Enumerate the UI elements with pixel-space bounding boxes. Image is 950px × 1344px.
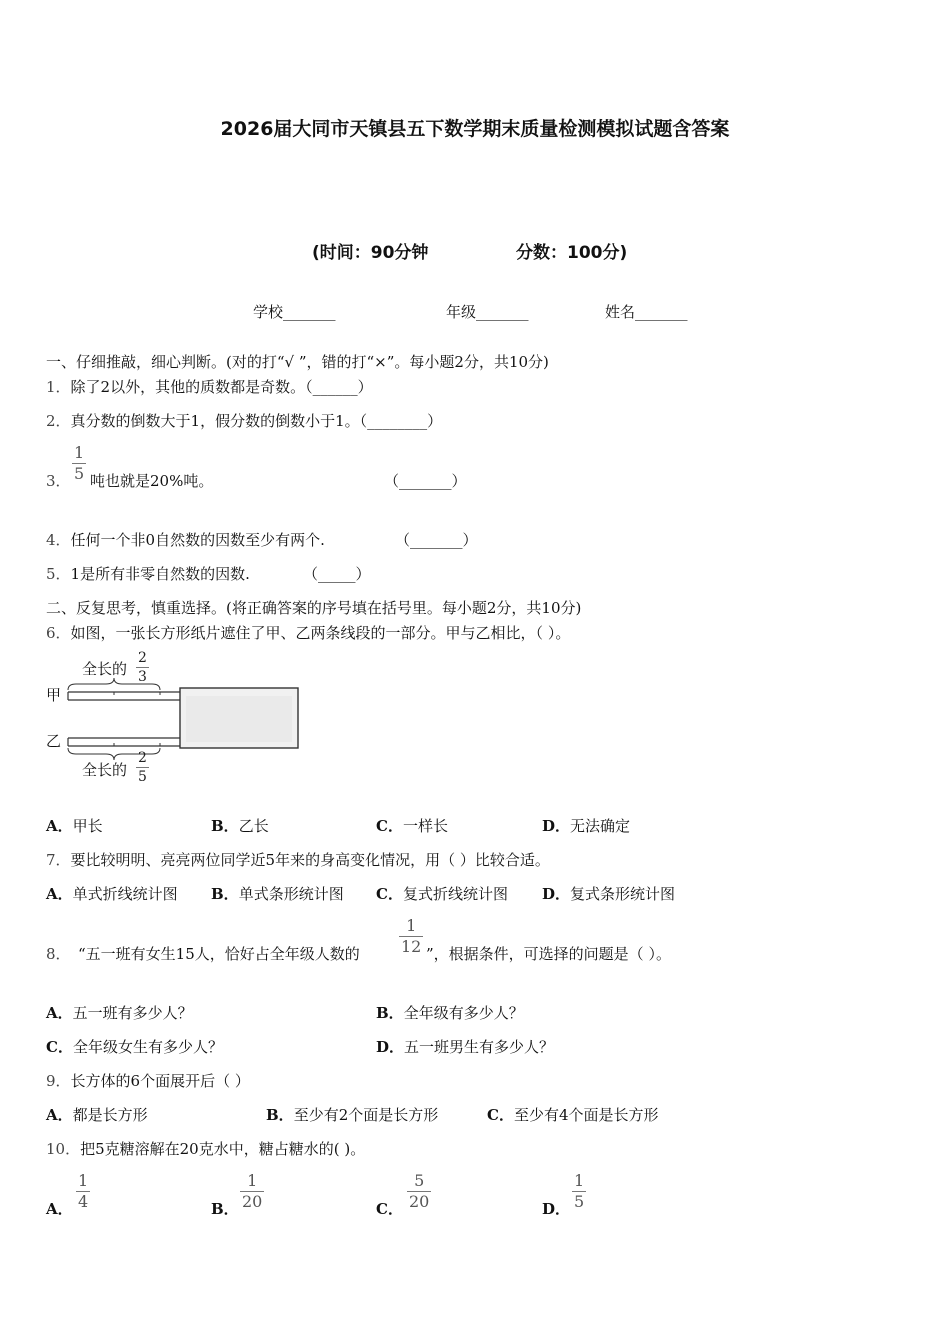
option-letter: C． xyxy=(487,1106,514,1124)
question-3-number: 3． xyxy=(46,472,71,490)
option-text: 复式折线统计图 xyxy=(402,885,508,903)
question-number: 6． xyxy=(46,624,71,642)
option-letter: D． xyxy=(542,1200,571,1218)
q9-option-b[interactable] xyxy=(266,1104,438,1125)
question-5-blank: （_____） xyxy=(303,565,371,583)
option-text: 都是长方形 xyxy=(72,1106,148,1124)
option-letter: C． xyxy=(376,1200,403,1218)
option-text: 无法确定 xyxy=(570,817,631,835)
question-3-text: 吨也就是20%吨。 xyxy=(90,472,214,490)
q6-option-b[interactable] xyxy=(211,815,269,836)
option-letter: B． xyxy=(376,1004,404,1022)
option-text: 五一班男生有多少人？ xyxy=(404,1038,555,1056)
question-text: 把5克糖溶解在20克水中，糖占糖水的( )。 xyxy=(80,1140,366,1158)
fraction-numerator: 2 xyxy=(138,750,147,766)
question-7 xyxy=(46,849,550,870)
fraction-numerator: 1 xyxy=(574,1171,585,1190)
option-letter: D． xyxy=(542,885,571,903)
fraction-bar xyxy=(136,767,149,768)
question-8-text-after: ”，根据条件，可选择的问题是（ ）。 xyxy=(426,945,671,963)
fraction-bar xyxy=(136,667,149,668)
q10-option-a-letter[interactable] xyxy=(46,1198,73,1219)
fraction-numerator: 2 xyxy=(138,650,147,666)
q7-option-a[interactable] xyxy=(46,883,178,904)
q10-option-b-letter[interactable] xyxy=(211,1198,239,1219)
option-text: 一样长 xyxy=(402,817,448,835)
q6-option-d[interactable] xyxy=(542,815,630,836)
q10-option-c-letter[interactable] xyxy=(376,1198,403,1219)
option-letter: B． xyxy=(211,817,239,835)
option-text: 单式条形统计图 xyxy=(238,885,344,903)
q6-option-c[interactable] xyxy=(376,815,448,836)
option-letter: A． xyxy=(46,1106,73,1124)
q7-option-d[interactable] xyxy=(542,883,675,904)
exam-score: 分数：100分) xyxy=(516,243,628,263)
q8-option-a[interactable] xyxy=(46,1002,193,1023)
option-letter: D． xyxy=(542,817,571,835)
q10-option-a-fraction xyxy=(76,1173,90,1210)
label-jia: 甲 xyxy=(46,686,62,704)
option-letter: B． xyxy=(211,1200,239,1218)
section2-heading: 二、反复思考，慎重选择。(将正确答案的序号填在括号里。每小题2分，共10分) xyxy=(46,599,582,617)
fraction-denominator: 12 xyxy=(401,937,422,956)
fraction-numerator: 5 xyxy=(414,1171,425,1190)
fraction-denominator: 4 xyxy=(78,1192,89,1211)
grade-field: 年级_______ xyxy=(446,303,529,321)
q9-option-a[interactable] xyxy=(46,1104,148,1125)
question-number: 1． xyxy=(46,378,71,396)
fraction-denominator: 20 xyxy=(409,1192,430,1211)
school-field: 学校_______ xyxy=(253,303,336,321)
label-top-text: 全长的 xyxy=(82,660,128,678)
q7-option-c[interactable] xyxy=(376,883,508,904)
option-letter: D． xyxy=(376,1038,405,1056)
question-4-blank: （_______） xyxy=(395,531,478,549)
option-text: 复式条形统计图 xyxy=(570,885,676,903)
option-letter: A． xyxy=(46,1004,73,1022)
option-letter: C． xyxy=(376,885,403,903)
q8-option-d[interactable] xyxy=(376,1036,554,1057)
section1-heading: 一、仔细推敲，细心判断。(对的打“√ ”，错的打“×”。每小题2分，共10分) xyxy=(46,353,549,371)
fraction-denominator: 5 xyxy=(74,464,85,483)
question-number: 10． xyxy=(46,1140,81,1158)
fraction-numerator: 1 xyxy=(78,1171,89,1190)
exam-time: (时间：90分钟 xyxy=(312,243,429,263)
option-text: 乙长 xyxy=(238,817,269,835)
option-letter: C． xyxy=(376,817,403,835)
q9-option-c[interactable] xyxy=(487,1104,659,1125)
option-text: 甲长 xyxy=(72,817,103,835)
q6-option-a[interactable] xyxy=(46,815,103,836)
question-8-fraction xyxy=(399,918,423,955)
fraction-numerator: 1 xyxy=(74,443,85,462)
question-text: 如图，一张长方形纸片遮住了甲、乙两条线段的一部分。甲与乙相比，（ ）。 xyxy=(70,624,571,642)
question-number: 2． xyxy=(46,412,71,430)
fraction-denominator: 5 xyxy=(138,769,147,785)
q10-option-d-fraction xyxy=(572,1173,586,1210)
option-letter: A． xyxy=(46,817,73,835)
q10-option-c-fraction xyxy=(407,1173,431,1210)
label-bottom-fraction xyxy=(136,751,149,784)
question-8-text-before: “五一班有女生15人，恰好占全年级人数的 xyxy=(78,945,360,963)
question-text: 长方体的6个面展开后（ ） xyxy=(70,1072,250,1090)
option-letter: A． xyxy=(46,1200,73,1218)
question-number: 7． xyxy=(46,851,71,869)
question-6 xyxy=(46,622,570,643)
question-text: 1是所有非零自然数的因数. xyxy=(70,565,250,583)
question-2 xyxy=(46,410,442,431)
line-segments-figure xyxy=(44,650,306,788)
option-letter: B． xyxy=(211,885,239,903)
question-10 xyxy=(46,1138,365,1159)
fraction-denominator: 3 xyxy=(138,669,147,685)
q8-option-c[interactable] xyxy=(46,1036,223,1057)
question-number: 4． xyxy=(46,531,71,549)
option-letter: A． xyxy=(46,885,73,903)
fraction-numerator: 1 xyxy=(247,1171,258,1190)
option-text: 全年级女生有多少人？ xyxy=(72,1038,223,1056)
paper-texture xyxy=(186,696,292,742)
q8-option-b[interactable] xyxy=(376,1002,524,1023)
fraction-denominator: 5 xyxy=(574,1192,585,1211)
fraction-denominator: 20 xyxy=(242,1192,263,1211)
question-number: 9． xyxy=(46,1072,71,1090)
question-3-blank: （_______） xyxy=(384,472,467,490)
option-text: 至少有4个面是长方形 xyxy=(513,1106,659,1124)
q10-option-d-letter[interactable] xyxy=(542,1198,570,1219)
option-text: 全年级有多少人？ xyxy=(403,1004,524,1022)
option-letter: C． xyxy=(46,1038,73,1056)
question-9 xyxy=(46,1070,250,1091)
name-field: 姓名_______ xyxy=(605,303,688,321)
question-text: 要比较明明、亮亮两位同学近5年来的身高变化情况，用（ ）比较合适。 xyxy=(70,851,550,869)
question-3-fraction xyxy=(72,445,86,482)
option-text: 至少有2个面是长方形 xyxy=(293,1106,439,1124)
question-text: 真分数的倒数大于1，假分数的倒数小于1。（________） xyxy=(70,412,443,430)
option-text: 五一班有多少人？ xyxy=(72,1004,193,1022)
option-letter: B． xyxy=(266,1106,294,1124)
option-text: 单式折线统计图 xyxy=(72,885,178,903)
question-4 xyxy=(46,529,325,550)
page-title: 2026届大同市天镇县五下数学期末质量检测模拟试题含答案 xyxy=(220,118,730,140)
question-8-number: 8． xyxy=(46,945,71,963)
question-text: 除了2以外，其他的质数都是奇数。（______） xyxy=(70,378,373,396)
fraction-numerator: 1 xyxy=(406,916,417,935)
question-1 xyxy=(46,376,373,397)
question-number: 5． xyxy=(46,565,71,583)
label-top-fraction xyxy=(136,651,149,684)
label-yi: 乙 xyxy=(46,732,62,750)
question-text: 任何一个非0自然数的因数至少有两个. xyxy=(70,531,325,549)
question-5 xyxy=(46,563,250,584)
label-bottom-text: 全长的 xyxy=(82,761,128,779)
q7-option-b[interactable] xyxy=(211,883,344,904)
q10-option-b-fraction xyxy=(240,1173,264,1210)
